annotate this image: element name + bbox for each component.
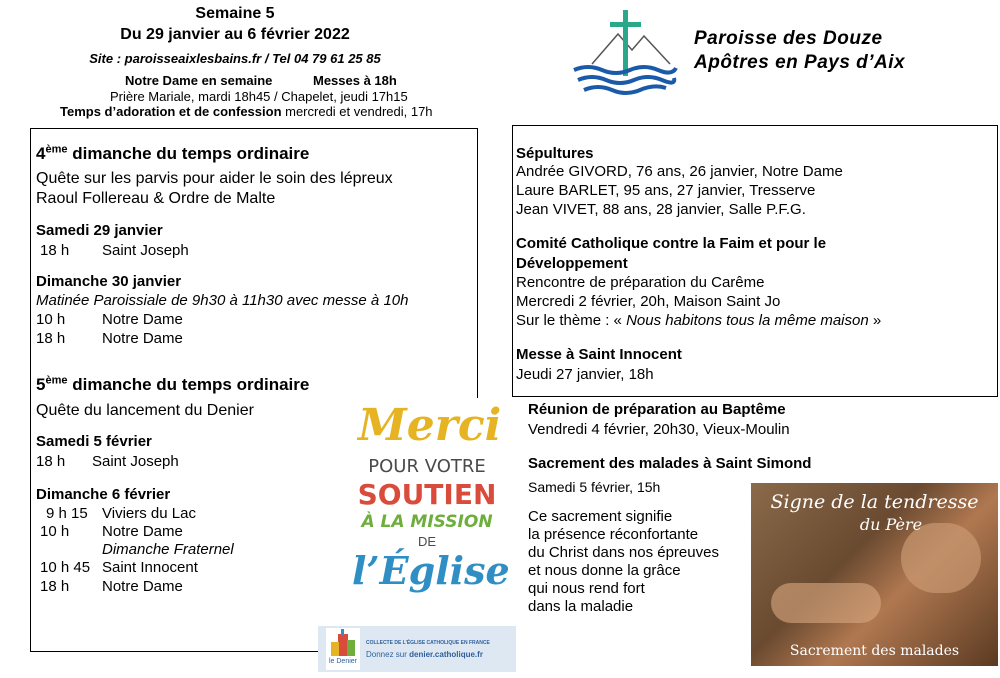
denier-logo (326, 628, 360, 670)
saturday29-place: Saint Joseph (102, 242, 189, 259)
sunday30-place1: Notre Dame (102, 311, 183, 328)
burials-heading: Sépultures (516, 145, 594, 162)
campaign-line-eglise: l’Église (352, 548, 510, 593)
burial-3: Jean VIVET, 88 ans, 28 janvier, Salle P.F.G. (516, 201, 806, 218)
sunday6-time1: 9 h 15 (46, 505, 88, 522)
ccfd-heading-line1: Comité Catholique contre la Faim et pour le (516, 235, 827, 252)
campaign-line-pour: POUR VOTRE (368, 456, 486, 477)
sick-sacrament-text-2: la présence réconfortante (528, 526, 699, 543)
sunday6-heading: Dimanche 6 février (36, 486, 171, 503)
week-dates: Du 29 janvier au 6 février 2022 (120, 26, 350, 43)
sick-sacrament-heading: Sacrement des malades à Saint Simond (528, 455, 812, 472)
photo-caption-top2: du Père (859, 515, 923, 534)
parish-name-line1: Paroisse des Douze (694, 28, 883, 49)
sunday6-time2: 10 h (40, 523, 70, 540)
sunday30-time1: 10 h (36, 311, 66, 328)
weekday-mass-time: Messes à 18h (313, 73, 397, 88)
campaign-line-mission: À LA MISSION (361, 512, 493, 532)
cross-horizontal (610, 22, 641, 27)
sunday5-heading: 5ème dimanche du temps ordinaire (36, 374, 310, 394)
denier-url[interactable]: denier.catholique.fr (409, 650, 483, 659)
burial-1: Andrée GIVORD, 76 ans, 26 janvier, Notre Dame (516, 163, 843, 180)
campaign-line-de: DE (417, 534, 437, 549)
saint-innocent-heading: Messe à Saint Innocent (516, 346, 682, 363)
campaign-line-soutien: SOUTIEN (357, 478, 497, 511)
parish-name-line2: Apôtres en Pays d’Aix (694, 52, 906, 73)
merci-word: Merci (358, 400, 502, 451)
sunday6-time3: 10 h 45 (40, 559, 91, 576)
saturday29-time: 18 h (40, 242, 70, 259)
site-contact: Site : paroisseaixlesbains.fr / Tel 04 79 61 25 85 (89, 51, 381, 66)
sunday6-note: Dimanche Fraternel (102, 541, 234, 558)
church-icon (326, 628, 360, 658)
sick-sacrament-text-6: dans la maladie (528, 598, 634, 615)
ccfd-heading-line2: Développement (516, 255, 628, 272)
anointing-photo (751, 483, 998, 666)
sunday6-place1: Viviers du Lac (102, 505, 196, 522)
saint-innocent-date: Jeudi 27 janvier, 18h (516, 366, 654, 383)
sunday4-heading: 4ème dimanche du temps ordinaire (36, 143, 310, 163)
prayer-times: Prière Mariale, mardi 18h45 / Chapelet, jeudi 17h15 (110, 89, 408, 104)
saturday5-place: Saint Joseph (92, 453, 179, 470)
denier-url-line: Donnez sur denier.catholique.fr (366, 650, 483, 659)
adoration-times: Temps d’adoration et de confession mercredi et vendredi, 17h (60, 104, 433, 119)
denier-banner (318, 626, 516, 672)
mountain-outline (592, 34, 670, 64)
ccfd-line2: Mercredi 2 février, 20h, Maison Saint Jo (516, 293, 781, 310)
week-title: Semaine 5 (195, 5, 275, 22)
denier-collecte: COLLECTE DE L’ÉGLISE CATHOLIQUE EN FRANCE (366, 640, 490, 646)
burial-2: Laure BARLET, 95 ans, 27 janvier, Tresserve (516, 182, 816, 199)
sunday6-place3: Saint Innocent (102, 559, 198, 576)
sick-sacrament-text-4: et nous donne la grâce (528, 562, 681, 579)
baptism-date: Vendredi 4 février, 20h30, Vieux-Moulin (528, 421, 790, 438)
sunday30-place2: Notre Dame (102, 330, 183, 347)
cross-vertical (623, 10, 628, 76)
sunday4-collect-line2: Raoul Follereau & Ordre de Malte (36, 190, 276, 207)
denier-logo-label: le Denier (328, 658, 357, 665)
photo-caption-bottom: Sacrement des malades (789, 643, 960, 659)
parish-logo (570, 6, 680, 96)
sick-sacrament-text-5: qui nous rend fort (528, 580, 645, 597)
saturday5-time: 18 h (36, 453, 66, 470)
sunday5-collect: Quête du lancement du Denier (36, 402, 254, 419)
sunday6-time4: 18 h (40, 578, 70, 595)
saturday29-heading: Samedi 29 janvier (36, 222, 163, 239)
sunday6-place4: Notre Dame (102, 578, 183, 595)
sick-sacrament-text-3: du Christ dans nos épreuves (528, 544, 719, 561)
sunday6-place2: Notre Dame (102, 523, 183, 540)
ccfd-line1: Rencontre de préparation du Carême (516, 274, 765, 291)
sunday4-collect-line1: Quête sur les parvis pour aider le soin des lépreux (36, 170, 393, 187)
sunday30-time2: 18 h (36, 330, 66, 347)
baptism-heading: Réunion de préparation au Baptême (528, 401, 786, 418)
sick-sacrament-date: Samedi 5 février, 15h (528, 479, 661, 495)
weekday-church: Notre Dame en semaine (125, 73, 273, 88)
photo-caption-top1: Signe de la tendresse (770, 491, 979, 513)
sick-sacrament-text-1: Ce sacrement signifie (528, 508, 673, 525)
ccfd-theme: Sur le thème : « Nous habitons tous la même maison » (516, 312, 882, 329)
sunday30-heading: Dimanche 30 janvier (36, 273, 182, 290)
saturday5-heading: Samedi 5 février (36, 433, 152, 450)
sunday30-note: Matinée Paroissiale de 9h30 à 11h30 avec messe à 10h (36, 292, 409, 309)
palm-shape (771, 583, 881, 623)
